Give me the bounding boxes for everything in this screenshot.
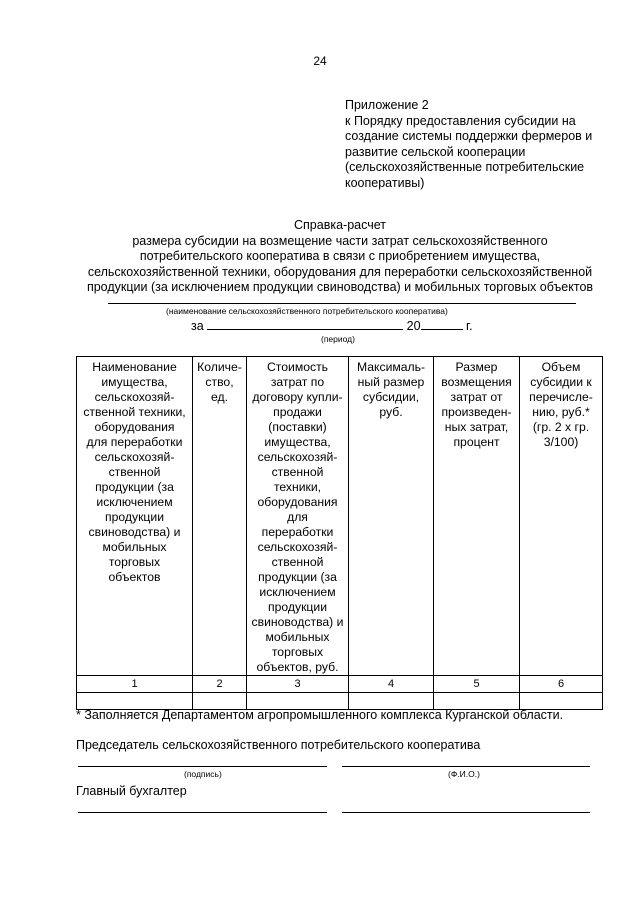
period-suffix: г. — [466, 319, 473, 333]
header-cell: Размер возмещения затрат от произведен- ных затрат, процент — [434, 357, 520, 676]
chairman-name-line[interactable] — [342, 766, 590, 767]
accountant-signature-line[interactable] — [78, 812, 327, 813]
table-cell[interactable] — [520, 693, 603, 710]
period-row — [191, 318, 473, 333]
table-cell[interactable] — [434, 693, 520, 710]
appendix-line: создание системы поддержки фермеров и — [345, 129, 593, 144]
column-number: 2 — [193, 676, 247, 693]
header-cell: Стоимость затрат по договору купли- продажи (поставки) имущества, сельскохозяй- ственной техники, оборудования для переработки сельскохозяй- ственной продукции (за исключением продукции свиноводства) и мобильных торговых объектов, руб. — [247, 357, 349, 676]
title-line: потребительского кооператива в связи с приобретением имущества, — [139, 249, 541, 263]
accountant-name-line[interactable] — [342, 812, 590, 813]
appendix-line: Приложение 2 — [345, 98, 429, 112]
footnote: * Заполняется Департаментом агропромышленного комплекса Курганской области. — [76, 708, 564, 722]
table-cell[interactable] — [77, 693, 193, 710]
title-line: продукции (за исключением продукции свиноводства) и мобильных торговых объектов — [86, 280, 594, 294]
appendix-line: к Порядку предоставления субсидии на — [345, 113, 576, 128]
column-number: 1 — [77, 676, 193, 693]
header-cell: Наименование имущества, сельскохозяй- ственной техники, оборудования для переработки сельскохозяй- ственной продукции (за исключением продукции свиноводства) и мобильных торговых объектов — [77, 357, 193, 676]
period-year-prefix: 20 — [406, 319, 421, 333]
period-input-line[interactable] — [207, 318, 403, 330]
column-number: 3 — [247, 676, 349, 693]
chairman-signature-line[interactable] — [78, 766, 327, 767]
signature-caption: (подпись) — [184, 769, 222, 779]
title-line: размера субсидии на возмещение части затрат сельскохозяйственного — [132, 233, 548, 248]
period-prefix: за — [191, 319, 204, 333]
header-cell: Количе- ство, ед. — [193, 357, 247, 676]
appendix-heading — [345, 98, 625, 192]
column-number: 5 — [434, 676, 520, 693]
cooperative-name-line[interactable] — [108, 303, 576, 304]
name-caption: (Ф.И.О.) — [448, 769, 480, 779]
column-number-row — [77, 676, 603, 693]
document-title — [20, 218, 640, 296]
table-cell[interactable] — [247, 693, 349, 710]
appendix-line: развитие сельской кооперации — [345, 144, 526, 159]
appendix-line: кооперативы) — [345, 175, 425, 190]
period-caption: (период) — [321, 334, 355, 344]
table-cell[interactable] — [349, 693, 434, 710]
column-number: 4 — [349, 676, 434, 693]
accountant-label: Главный бухгалтер — [76, 784, 187, 798]
page-number: 24 — [313, 54, 327, 68]
title-line: сельскохозяйственной техники, оборудования для переработки сельскохозяйственной — [87, 264, 593, 279]
table-cell[interactable] — [193, 693, 247, 710]
column-number: 6 — [520, 676, 603, 693]
title-line: Справка-расчет — [294, 218, 386, 232]
header-cell: Объем субсидии к перечисле- нию, руб.* (гр. 2 х гр. 3/100) — [520, 357, 603, 676]
table-header-row — [77, 357, 603, 676]
cooperative-name-caption: (наименование сельскохозяйственного потребительского кооператива) — [166, 306, 448, 316]
chairman-label: Председатель сельскохозяйственного потребительского кооператива — [76, 738, 481, 752]
appendix-line: (сельскохозяйственные потребительские — [345, 160, 585, 175]
subsidy-table — [76, 356, 603, 710]
year-input-line[interactable] — [421, 318, 463, 330]
header-cell: Максималь- ный размер субсидии, руб. — [349, 357, 434, 676]
table-row — [77, 693, 603, 710]
